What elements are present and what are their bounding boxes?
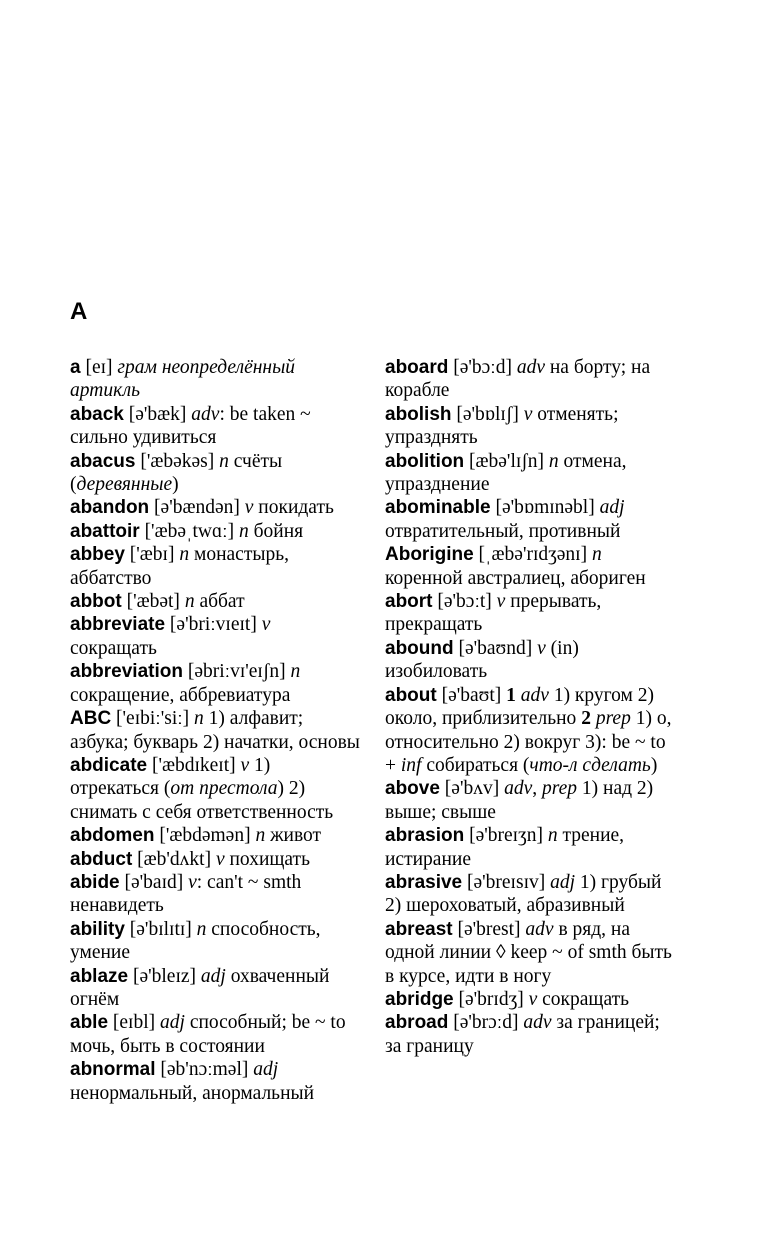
entry-definition: adj отвратительный, противный [385,497,625,542]
entry-headword: abandon [70,497,150,519]
entry-definition: v прерывать, прекращать [385,591,602,636]
entry-definition: v сокращать [70,614,271,659]
entry-transcription: [əb'nɔːməl] [160,1059,249,1081]
entry-transcription: [ə'brɔːd] [453,1012,519,1034]
entry-transcription: [ə'breɪsɪv] [467,871,546,893]
entry-headword: a [70,357,81,378]
entry-definition: v отменять; упразднять [385,403,619,449]
dictionary-entry [70,824,360,847]
entry-headword: ability [70,918,125,940]
entry-transcription: [ə'baʊt] [441,684,502,706]
entry-headword: about [385,684,437,706]
entry-definition: adj способный; be ~ to мочь, быть в состоянии [70,1012,346,1057]
entry-transcription: [æb'dʌkt] [137,848,212,870]
entry-headword: abnormal [70,1059,156,1081]
entry-definition: n сокращение, аббревиатура [70,661,301,706]
entry-definition: грам неопределённый артикль [70,357,296,402]
dictionary-entry [70,356,360,403]
entry-definition: adv на борту; на корабле [385,357,651,402]
entry-definition: n трение, истирание [385,825,625,870]
entry-headword: aback [70,403,124,425]
dictionary-entry [70,871,360,918]
entry-definition: n счёты (деревянные) [70,450,283,496]
dictionary-entry [385,403,680,450]
right-column [385,356,680,1058]
dictionary-entry [70,1011,360,1058]
entry-definition: n отмена, упразднение [385,450,627,496]
dictionary-entry [385,777,680,824]
dictionary-entry [70,965,360,1012]
dictionary-entry [70,848,360,871]
entry-definition: 1 adv 1) кругом 2) около, приблизительно 2 prep 1) о, относительно 2) вокруг 3): be ~ to + inf собираться (что-л сделать) [385,684,672,776]
entry-definition: adv, prep 1) над 2) выше; свыше [385,778,654,823]
entry-transcription: [eɪ] [85,357,113,378]
entry-definition: n способность, умение [70,918,321,964]
dictionary-entry [70,754,360,824]
dictionary-entry [385,543,680,590]
dictionary-entry [70,496,360,519]
entry-transcription: ['æbɪ] [129,544,175,566]
entry-headword: abbot [70,591,122,613]
entry-transcription: [ə'brest] [457,918,521,940]
dictionary-entry [70,707,360,754]
dictionary-entry [70,1058,360,1105]
dictionary-entry [385,637,680,684]
entry-transcription: [ə'bʌv] [444,778,500,800]
entry-headword: aboard [385,357,449,378]
entry-headword: abroad [385,1012,449,1034]
entry-definition: adj охваченный огнём [70,965,330,1010]
entry-definition: adv за границей; за границу [385,1012,660,1057]
entry-definition: adj ненормальный, анормальный [70,1059,315,1104]
entry-definition: adv: be taken ~ сильно удивиться [70,403,311,449]
dictionary-entry [385,918,680,988]
entry-transcription: [æbə'lɪʃn] [469,450,545,472]
entry-transcription: [ə'bɔːd] [453,357,512,378]
dictionary-entry [70,918,360,965]
entry-headword: above [385,778,440,800]
dictionary-entry [385,871,680,918]
entry-definition: n 1) алфавит; азбука; букварь 2) начатки, основы [70,708,360,753]
entry-headword: abbey [70,544,125,566]
entry-transcription: [ə'bɪlɪtɪ] [129,918,192,940]
entry-headword: abrasion [385,825,465,847]
entry-definition: adv в ряд, на одной линии ◊ keep ~ of smth быть в курсе, идти в ногу [385,918,672,987]
dictionary-entry [385,1011,680,1058]
entry-transcription: [ə'bɒlɪʃ] [456,403,519,425]
dictionary-entry [385,496,680,543]
entry-transcription: [ə'baʊnd] [458,637,533,659]
entry-headword: abattoir [70,520,140,542]
entry-headword: abominable [385,497,491,519]
entry-headword: ablaze [70,965,129,987]
entry-definition: v покидать [244,497,334,519]
entry-transcription: [ə'breɪʒn] [469,825,543,847]
entry-transcription: [ə'bæk] [128,403,187,425]
entry-definition: v сокращать [528,988,630,1010]
entry-transcription: [əbriːvɪ'eɪʃn] [187,661,286,683]
dictionary-entry [70,613,360,660]
entry-headword: abound [385,637,454,659]
entry-transcription: [ə'briːvɪeɪt] [169,614,257,636]
entry-headword: abolition [385,450,465,472]
entry-headword: abridge [385,988,454,1010]
entry-headword: abacus [70,450,136,472]
entry-headword: abduct [70,848,133,870]
entry-definition: n монастырь, аббатство [70,544,289,589]
entry-definition: adj 1) грубый 2) шероховатый, абразивный [385,871,662,917]
dictionary-entry [70,520,360,543]
entry-transcription: [ˌæbə'rɪdʒənɪ] [478,544,588,566]
dictionary-entry [385,824,680,871]
entry-transcription: [ə'bændən] [154,497,240,519]
entry-transcription: ['æbət] [126,591,180,613]
entry-transcription: [ə'bleɪz] [132,965,197,987]
entry-transcription: [ə'bɔːt] [437,591,492,613]
entry-definition: v: can't ~ smth ненавидеть [70,871,302,917]
dictionary-entry [70,543,360,590]
entry-headword: abdicate [70,754,148,776]
entry-headword: Aborigine [385,544,474,566]
entry-transcription: [eɪbl] [112,1012,156,1034]
entry-transcription: [ə'bɒmɪnəbl] [495,497,595,519]
dictionary-entry [70,403,360,450]
entry-transcription: ['æbdɪkeɪt] [151,754,236,776]
entry-definition: n аббат [184,591,245,613]
entry-definition: n бойня [238,520,304,542]
entry-definition: v похищать [215,848,310,870]
entry-transcription: [ə'baɪd] [124,871,184,893]
entry-transcription: [ə'brɪdʒ] [458,988,524,1010]
entry-headword: abort [385,591,433,613]
entry-definition: v (in) изобиловать [385,637,579,683]
entry-definition: n коренной австралиец, абориген [385,544,646,589]
dictionary-entry [70,660,360,707]
entry-definition: v 1) отрекаться (от престола) 2) снимать с себя ответственность [70,754,334,823]
entry-headword: abbreviate [70,614,166,636]
entry-definition: n живот [255,825,322,847]
dictionary-entry [70,450,360,497]
section-letter: A [70,298,88,325]
entry-headword: abdomen [70,825,155,847]
entry-transcription: ['æbəˌtwɑː] [144,520,235,542]
dictionary-entry [385,356,680,403]
entry-headword: abreast [385,918,453,940]
entry-headword: abide [70,871,120,893]
dictionary-entry [385,450,680,497]
left-column [70,356,360,1105]
entry-headword: ABC [70,708,112,730]
dictionary-entry [385,684,680,778]
entry-headword: abbreviation [70,661,183,683]
entry-transcription: ['eɪbiː'siː] [116,708,190,730]
entry-headword: abrasive [385,871,463,893]
dictionary-entry [385,988,680,1011]
dictionary-entry [385,590,680,637]
entry-headword: able [70,1012,109,1034]
entry-transcription: ['æbdəmən] [159,825,251,847]
entry-headword: abolish [385,403,452,425]
dictionary-entry [70,590,360,613]
entry-transcription: ['æbəkəs] [140,450,215,472]
